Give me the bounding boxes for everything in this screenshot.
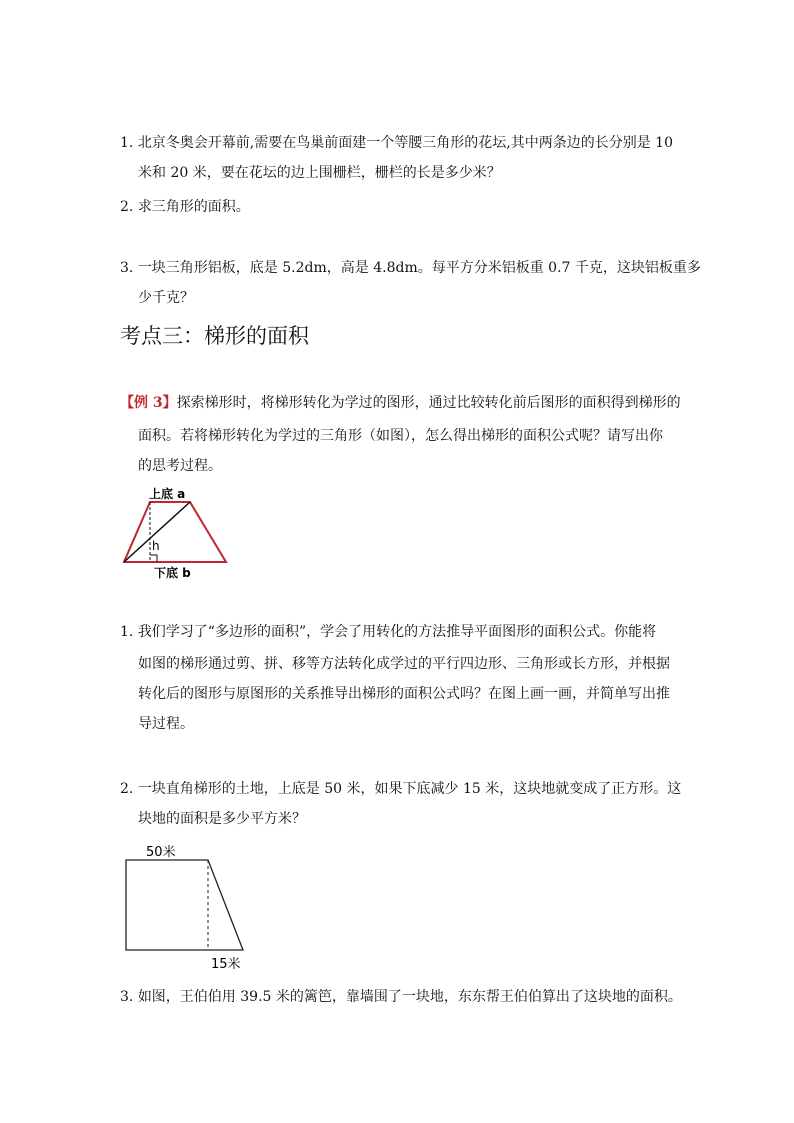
q2b-number: 2.: [120, 781, 134, 797]
q1b-line2: 如图的梯形通过剪、拼、移等方法转化成学过的平行四边形、三角形或长方形，并根据: [138, 656, 670, 672]
right-angle-mark: [150, 555, 157, 562]
q1b-line3: 转化后的图形与原图形的关系推导出梯形的面积公式吗？在图上画一画，并简单写出推: [138, 686, 670, 702]
q2b-line2: 块地的面积是多少平方米？: [138, 811, 306, 827]
q1b-text: 我们学习了“多边形的面积”，学会了用转化的方法推导平面图形的面积公式。你能将: [137, 624, 657, 640]
height-label: h: [152, 539, 160, 553]
q3-line1: [120, 258, 701, 278]
right-trapezoid-outline: [126, 860, 243, 950]
bottom-base-label: 下底 b: [154, 566, 191, 580]
trapezoid-outline: [124, 502, 226, 562]
example3-line2: 面积。若将梯形转化为学过的三角形（如图），怎么得出梯形的面积公式呢？请写出你: [138, 428, 663, 444]
trapezoid-figure: [118, 482, 233, 580]
q2b-text: 一块直角梯形的土地，上底是 50 米，如果下底减少 15 米，这块地就变成了正方形。这: [137, 781, 682, 797]
q3b-text: 如图，王伯伯用 39.5 米的篱笆，靠墙围了一块地，东东帮王伯伯算出了这块地的面积。: [137, 989, 682, 1005]
q1-line1: [120, 133, 673, 153]
top-base-label: 上底 a: [149, 487, 186, 501]
q1b-number: 1.: [120, 624, 134, 640]
right-trapezoid-figure: [118, 838, 250, 973]
top-length-label: 50米: [146, 845, 176, 860]
q3-text: 一块三角形铝板，底是 5.2dm，高是 4.8dm。每平方分米铝板重 0.7 千克，这块铝板重多: [137, 260, 701, 276]
example3-tag: 【例 3】: [120, 395, 177, 411]
q3-number: 3.: [120, 260, 134, 276]
bottom-length-label: 15米: [211, 957, 241, 972]
q3b-line1: [120, 987, 682, 1007]
q2-text: 求三角形的面积。: [137, 199, 250, 215]
q3-line2: 少千克？: [138, 290, 194, 306]
example3-text: 探索梯形时，将梯形转化为学过的图形，通过比较转化前后图形的面积得到梯形的: [176, 395, 681, 411]
q1b-line1: [120, 622, 656, 642]
q2-number: 2.: [120, 199, 134, 215]
q2b-line1: [120, 779, 681, 799]
example3-line3: 的思考过程。: [138, 458, 222, 474]
q3b-number: 3.: [120, 989, 134, 1005]
q1-text: 北京冬奥会开幕前,需要在鸟巢前面建一个等腰三角形的花坛,其中两条边的长分别是 10: [137, 135, 673, 151]
q1b-line4: 导过程。: [138, 716, 194, 732]
q1-line2: 米和 20 米，要在花坛的边上围栅栏，栅栏的长是多少米？: [138, 165, 501, 181]
example3-line1: [120, 393, 681, 413]
trapezoid-diagonal: [124, 502, 190, 562]
section-heading: 考点三：梯形的面积: [120, 324, 309, 348]
q1-number: 1.: [120, 135, 134, 151]
q2-line1: [120, 197, 250, 217]
